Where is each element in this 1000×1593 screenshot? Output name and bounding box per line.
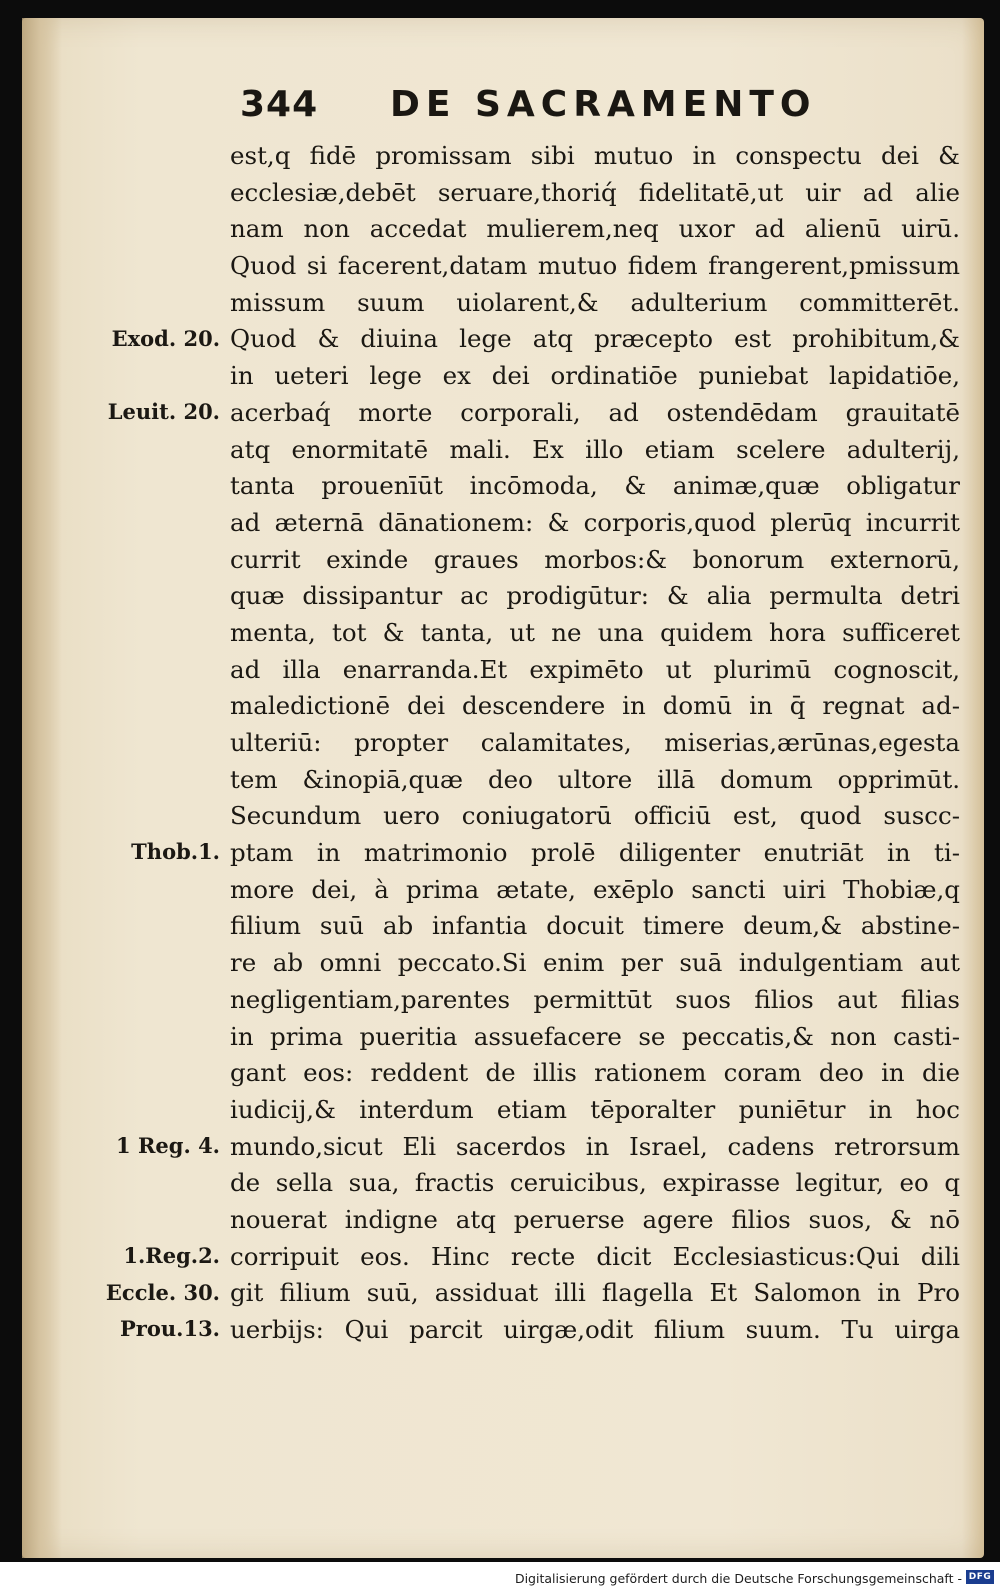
text-line: ecclesiæ,debēt seruare,thoriq́ fidelitatē,ut uir ad alie bbox=[230, 177, 960, 207]
body-text bbox=[230, 138, 960, 1349]
text-line: nouerat indigne atq peruerse agere filios suos, & nō bbox=[230, 1204, 960, 1234]
text-line: tanta prouenīūt incōmoda, & animæ,quæ obligatur bbox=[230, 471, 960, 501]
text-line: Quod si facerent,datam mutuo fidem frangerent,pmissum bbox=[230, 251, 960, 281]
text-line: negligentiam,parentes permittūt suos filios aut filias bbox=[230, 984, 960, 1014]
text-line: Secundum uero coniugatorū officiū est, quod suscc- bbox=[230, 801, 960, 831]
text-line: de sella sua, fractis ceruicibus, expirasse legitur, eo q bbox=[230, 1168, 960, 1198]
margin-note: Leuit. 20. bbox=[107, 398, 220, 424]
text-line: missum suum uiolarent,& adulterium committerēt. bbox=[230, 287, 960, 317]
margin-note: Thob.1. bbox=[131, 839, 220, 865]
footer-bar bbox=[0, 1562, 1000, 1593]
text-line: in prima pueritia assuefacere se peccatis,& non casti- bbox=[230, 1021, 960, 1051]
text-line: corripuit eos. Hinc recte dicit Ecclesiasticus:Qui dili bbox=[230, 1241, 960, 1271]
running-head bbox=[240, 84, 940, 128]
running-title: DE SACRAMENTO bbox=[390, 84, 817, 125]
text-line: Quod & diuina lege atq præcepto est prohibitum,& bbox=[230, 324, 960, 354]
text-line: ptam in matrimonio prolē diligenter enutriāt in ti- bbox=[230, 838, 960, 868]
margin-note: Eccle. 30. bbox=[105, 1279, 220, 1305]
text-line: in ueteri lege ex dei ordinatiōe puniebat lapidatiōe, bbox=[230, 361, 960, 391]
text-line: more dei, à prima ætate, exēplo sancti uiri Thobiæ,q bbox=[230, 874, 960, 904]
margin-note: Prou.13. bbox=[120, 1316, 220, 1342]
footer-credit: Digitalisierung gefördert durch die Deutsche Forschungsgemeinschaft - bbox=[514, 1571, 962, 1586]
page-gutter-shadow bbox=[22, 18, 62, 1558]
text-line: atq enormitatē mali. Ex illo etiam scelere adulterij, bbox=[230, 434, 960, 464]
text-line: mundo,sicut Eli sacerdos in Israel, cadens retrorsum bbox=[230, 1131, 960, 1161]
margin-note: 1.Reg.2. bbox=[123, 1243, 220, 1268]
text-line: ad æternā dānationem: & corporis,quod plerūq incurrit bbox=[230, 507, 960, 537]
margin-note: Exod. 20. bbox=[111, 325, 220, 351]
text-line: nam non accedat mulierem,neq uxor ad alienū uirū. bbox=[230, 214, 960, 244]
text-line: acerbaq́ morte corporali, ad ostendēdam grauitatē bbox=[230, 397, 960, 427]
text-line: quæ dissipantur ac prodigūtur: & alia permulta detri bbox=[230, 581, 960, 611]
text-line: currit exinde graues morbos:& bonorum externorū, bbox=[230, 544, 960, 574]
margin-note: 1 Reg. 4. bbox=[116, 1132, 220, 1158]
text-line: est,q fidē promissam sibi mutuo in conspectu dei & bbox=[230, 141, 960, 170]
margin-notes bbox=[80, 0, 220, 1562]
dfg-logo-icon: DFG bbox=[966, 1570, 994, 1584]
text-line: ad illa enarranda.Et expimēto ut plurimū cognoscit, bbox=[230, 654, 960, 684]
text-line: maledictionē dei descendere in domū in q̄ regnat ad- bbox=[230, 691, 960, 721]
page-number: 344 bbox=[240, 84, 319, 125]
text-line: filium suū ab infantia docuit timere deum,& abstine- bbox=[230, 911, 960, 941]
text-line: gant eos: reddent de illis rationem coram deo in die bbox=[230, 1058, 960, 1088]
text-line: git filium suū, assiduat illi flagella Et Salomon in Pro bbox=[230, 1278, 960, 1308]
text-line: re ab omni peccato.Si enim per suā indulgentiam aut bbox=[230, 948, 960, 978]
text-line: iudicij,& interdum etiam tēporalter puniētur in hoc bbox=[230, 1094, 960, 1124]
text-line: menta, tot & tanta, ut ne una quidem hora sufficeret bbox=[230, 617, 960, 647]
text-line: tem &inopiā,quæ deo ultore illā domum opprimūt. bbox=[230, 764, 960, 794]
text-line: ulteriū: propter calamitates, miserias,ærūnas,egesta bbox=[230, 728, 960, 757]
text-line: uerbijs: Qui parcit uirgæ,odit filium suum. Tu uirga bbox=[230, 1315, 960, 1344]
